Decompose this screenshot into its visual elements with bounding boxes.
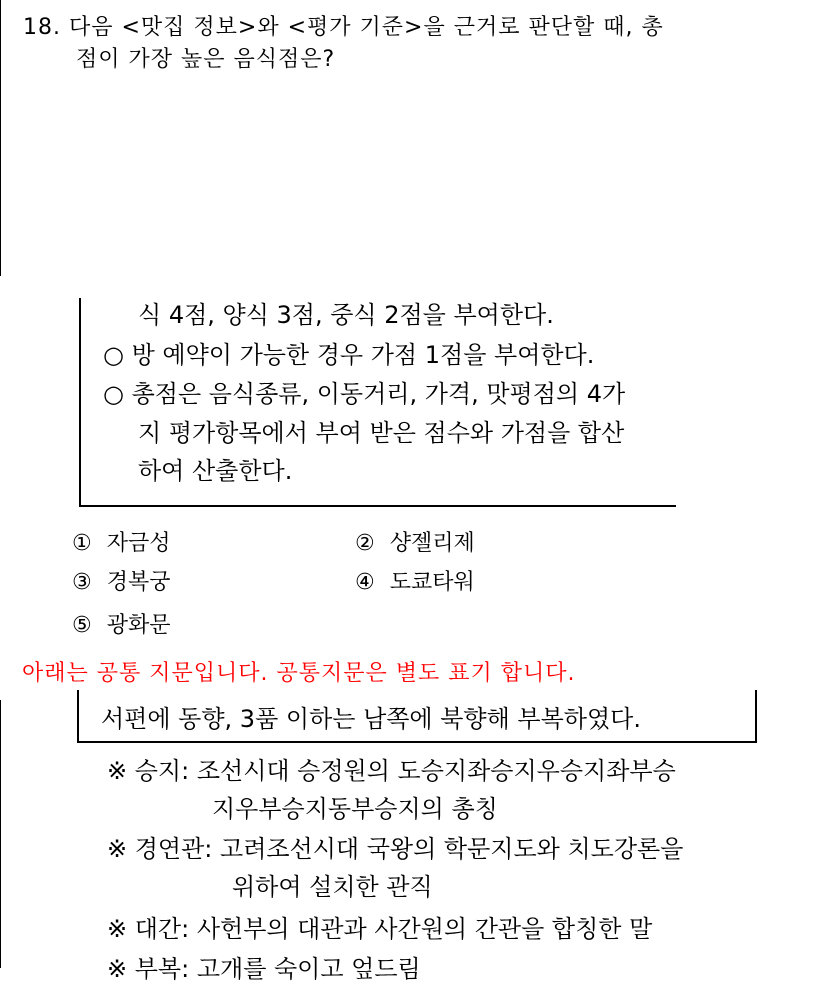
criteria-line: ○ 총점은 음식종류, 이동거리, 가격, 맛평점의 4가 — [103, 380, 626, 408]
choice-label: 광화문 — [106, 613, 171, 638]
choice-label: 자금성 — [106, 531, 171, 556]
question-line-1: 18. 다음 <맛집 정보>와 <평가 기준>을 근거로 판단할 때, 총 — [23, 15, 664, 40]
criteria-line: 하여 산출한다. — [138, 457, 293, 485]
choice-label: 샹젤리제 — [389, 531, 475, 556]
criteria-bottom-rule — [79, 505, 676, 507]
choice-label: 경복궁 — [106, 570, 171, 595]
choice-number: ⑤ — [72, 613, 92, 638]
question-left-rule — [0, 0, 1, 276]
choice-number: ② — [355, 531, 375, 556]
criteria-line: ○ 방 예약이 가능한 경우 가점 1점을 부여한다. — [103, 341, 595, 369]
passage-note: ※ 경연관: 고려조선시대 국왕의 학문지도와 치도강론을 — [107, 835, 684, 863]
passage-note: 위하여 설치한 관직 — [232, 873, 433, 901]
passage-note: ※ 승지: 조선시대 승정원의 도승지좌승지우승지좌부승 — [107, 757, 676, 785]
choice-number: ③ — [72, 570, 92, 595]
criteria-line: 지 평가항목에서 부여 받은 점수와 가점을 합산 — [138, 419, 625, 447]
choice-number: ① — [72, 531, 92, 556]
passage-box-right-rule — [755, 690, 757, 743]
passage-box-left-rule — [77, 690, 79, 743]
passage-box-text: 서편에 동향, 3품 이하는 남쪽에 북향해 부복하였다. — [101, 705, 641, 733]
passage-note: ※ 대간: 사헌부의 대관과 사간원의 간관을 합칭한 말 — [107, 915, 653, 943]
passage-note: 지우부승지동부승지의 총칭 — [212, 795, 498, 823]
choice-4[interactable] — [355, 569, 475, 597]
choice-5[interactable] — [72, 612, 171, 640]
choice-number: ④ — [355, 570, 375, 595]
passage-box-bottom-rule — [77, 741, 757, 743]
passage-note: ※ 부복: 고개를 숙이고 엎드림 — [107, 955, 421, 983]
passage-outer-left-rule — [0, 700, 1, 968]
question-line-2: 점이 가장 높은 음식점은? — [76, 47, 336, 72]
common-passage-notice: 아래는 공통 지문입니다. 공통지문은 별도 표기 합니다. — [22, 661, 576, 686]
criteria-box — [81, 296, 676, 504]
choice-label: 도쿄타워 — [389, 570, 475, 595]
criteria-line: 식 4점, 양식 3점, 중식 2점을 부여한다. — [138, 301, 554, 329]
choice-3[interactable] — [72, 569, 171, 597]
choice-1[interactable] — [72, 530, 171, 558]
choice-2[interactable] — [355, 530, 475, 558]
